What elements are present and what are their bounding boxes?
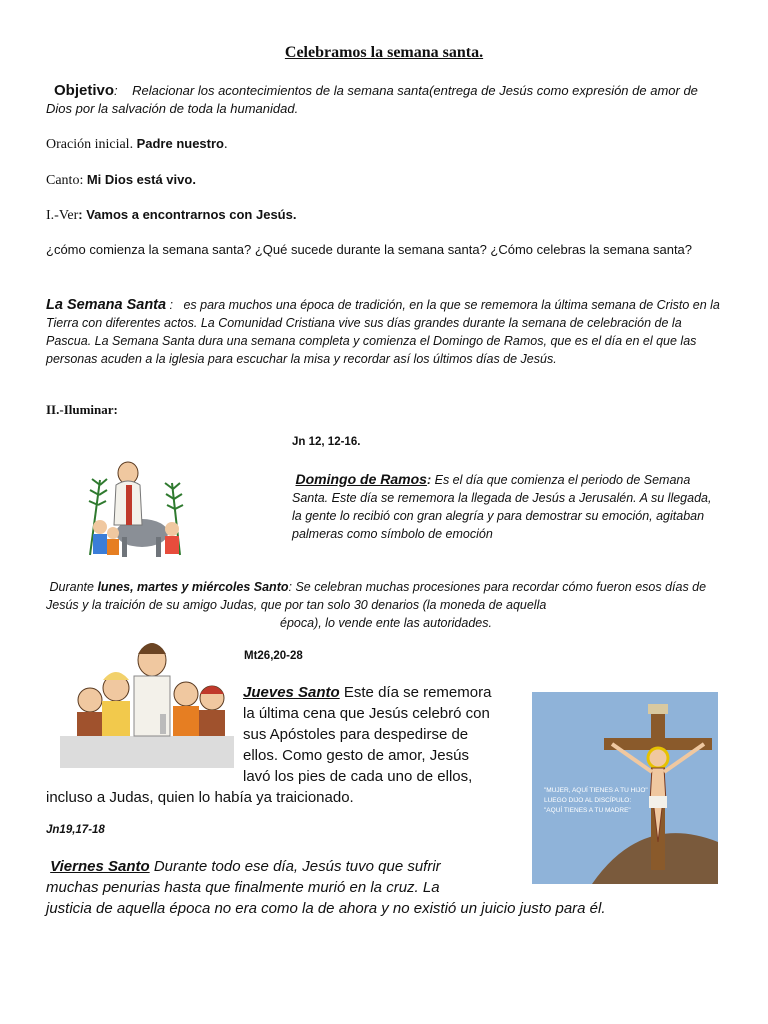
iluminar-heading: II.-Iluminar: xyxy=(46,402,118,417)
viernes-line2: muchas penurias hasta que finalmente murió en la cruz. La xyxy=(46,879,440,896)
palm-sunday-illustration xyxy=(80,455,192,560)
objetivo-colon: : xyxy=(114,83,118,98)
semana-santa-text: es para muchos una época de tradición, en la que se rememora la última semana de Cristo en la Tierra con diferentes actos. La Comunidad Cristiana vive sus días grandes durante la semana de celebración de la Pascua. La Semana Santa dura una semana completa y comienza el Domingo de Ramos, que es el día en el que las personas acuden a la iglesia para escuchar la misa y recordar así los últimos días de Jesús. xyxy=(46,298,720,366)
ver-value: : Vamos a encontrarnos con Jesús. xyxy=(78,207,297,222)
lunes-text: : Se celebran muchas procesiones para recordar cómo fueron esos días de Jesús y la traición de su amigo Judas, que por tan solo 30 denarios (la moneda de aquella xyxy=(46,580,707,612)
canto-value: Mi Dios está vivo. xyxy=(86,172,196,187)
questions-paragraph: ¿cómo comienza la semana santa? ¿Qué sucede durante la semana santa? ¿Cómo celebras la semana santa? xyxy=(46,242,693,257)
jueves-santo-label: Jueves Santo xyxy=(243,684,340,701)
reference-jn19: Jn19,17-18 xyxy=(46,824,105,836)
cross-caption-2: LUEGO DIJO AL DISCÍPULO: xyxy=(544,797,632,804)
objetivo-label: Objetivo xyxy=(54,82,115,99)
reference-jn12: Jn 12, 12-16. xyxy=(292,436,361,448)
lunes-line3: época), lo vende ente las autoridades. xyxy=(280,616,492,630)
oracion-end: . xyxy=(224,137,228,152)
oracion-line xyxy=(46,136,228,153)
ver-line xyxy=(46,207,296,224)
oracion-label: Oración inicial. xyxy=(46,137,134,152)
cross-caption-3: "AQUÍ TIENES A TU MADRE" xyxy=(544,807,631,814)
domingo-ramos-colon: : xyxy=(426,473,432,487)
oracion-value: Padre nuestro xyxy=(136,136,224,151)
cross-caption-1: "MUJER, AQUÍ TIENES A TU HIJO" xyxy=(544,787,648,794)
ver-label: I.-Ver xyxy=(46,208,79,223)
jueves-line3: sus Apóstoles para despedirse de xyxy=(243,726,469,743)
canto-line xyxy=(46,172,196,189)
jueves-line6: incluso a Judas, quien lo había ya traicionado. xyxy=(46,789,354,806)
domingo-ramos-paragraph xyxy=(292,470,712,543)
domingo-ramos-label: Domingo de Ramos xyxy=(295,471,427,487)
page-title: Celebramos la semana santa. xyxy=(284,44,484,61)
lunes-days: lunes, martes y miércoles Santo xyxy=(97,580,289,594)
reference-mt26: Mt26,20-28 xyxy=(244,650,303,662)
viernes-line1: Durante todo ese día, Jesús tuvo que sufrir xyxy=(149,858,441,875)
jueves-line5: lavó los pies de cada uno de ellos, xyxy=(243,768,473,785)
domingo-ramos-text: Es el día que comienza el periodo de Semana Santa. Este día se rememora la llegada de Jesús a Jerusalén. A su llegada, la gente lo recibió con gran alegría y para demostrar su emoción, agitaban palmeras como símbolo de emoción xyxy=(292,473,712,541)
objetivo-text: Relacionar los acontecimientos de la semana santa(entrega de Jesús como expresión de amor de Dios por la salvación de toda la humanidad. xyxy=(46,83,698,116)
jueves-santo-paragraph xyxy=(46,682,516,808)
objetivo-paragraph xyxy=(46,82,716,118)
canto-label: Canto: xyxy=(46,173,84,188)
semana-santa-label: La Semana Santa xyxy=(46,297,167,313)
jueves-line2: la última cena que Jesús celebró con xyxy=(243,705,490,722)
jueves-line4: ellos. Como gesto de amor, Jesús xyxy=(243,747,469,764)
viernes-santo-paragraph xyxy=(46,856,686,919)
jueves-line1: Este día se rememora xyxy=(339,684,492,701)
lunes-martes-paragraph xyxy=(46,578,726,632)
semana-santa-colon: : xyxy=(166,298,174,312)
viernes-line3: justicia de aquella época no era como la de ahora y no existió un juicio justo para él. xyxy=(46,900,606,917)
lunes-pre: Durante xyxy=(49,580,98,594)
semana-santa-paragraph xyxy=(46,296,726,368)
viernes-santo-label: Viernes Santo xyxy=(50,858,150,875)
